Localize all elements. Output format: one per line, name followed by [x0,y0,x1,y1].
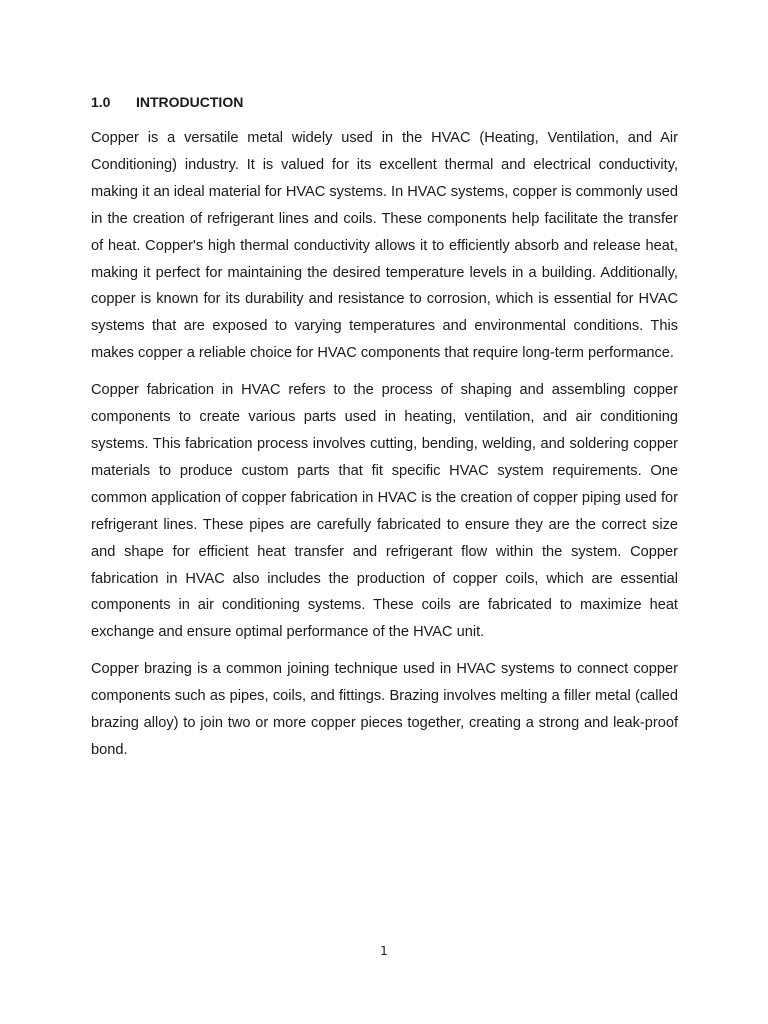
paragraph-copper-overview: Copper is a versatile metal widely used in the HVAC (Heating, Ventilation, and Air Conditioning) industry. It is valued for its excellent thermal and electrical conductivity, making it an ideal material for HVAC systems. In HVAC systems, copper is commonly used in the creation of refrigerant lines and coils. These components help facilitate the transfer of heat. Copper's high thermal conductivity allows it to efficiently absorb and release heat, making it perfect for maintaining the desired temperature levels in a building. Additionally, copper is known for its durability and resistance to corrosion, which is essential for HVAC systems that are exposed to varying temperatures and environmental conditions. This makes copper a reliable choice for HVAC components that require long-term performance. [91,130,678,362]
document-body [91,125,678,774]
paragraph-copper-fabrication: Copper fabrication in HVAC refers to the process of shaping and assembling copper components to create various parts used in heating, ventilation, and air conditioning systems. This fabrication process involves cutting, bending, welding, and soldering copper materials to produce custom parts that fit specific HVAC system requirements. One common application of copper fabrication in HVAC is the creation of copper piping used for refrigerant lines. These pipes are carefully fabricated to ensure they are the correct size and shape for efficient heat transfer and refrigerant flow within the system. Copper fabrication in HVAC also includes the production of copper coils, which are essential components in air conditioning systems. These coils are fabricated to maximize heat exchange and ensure optimal performance of the HVAC unit. [91,382,678,641]
section-title: INTRODUCTION [136,94,244,110]
section-number: 1.0 [91,94,111,110]
paragraph-copper-brazing: Copper brazing is a common joining technique used in HVAC systems to connect copper components such as pipes, coils, and fittings. Brazing involves melting a filler metal (called brazing alloy) to join two or more copper pieces together, creating a strong and leak-proof bond. [91,661,678,758]
section-heading [91,93,243,111]
page-number: 1 [380,944,388,958]
